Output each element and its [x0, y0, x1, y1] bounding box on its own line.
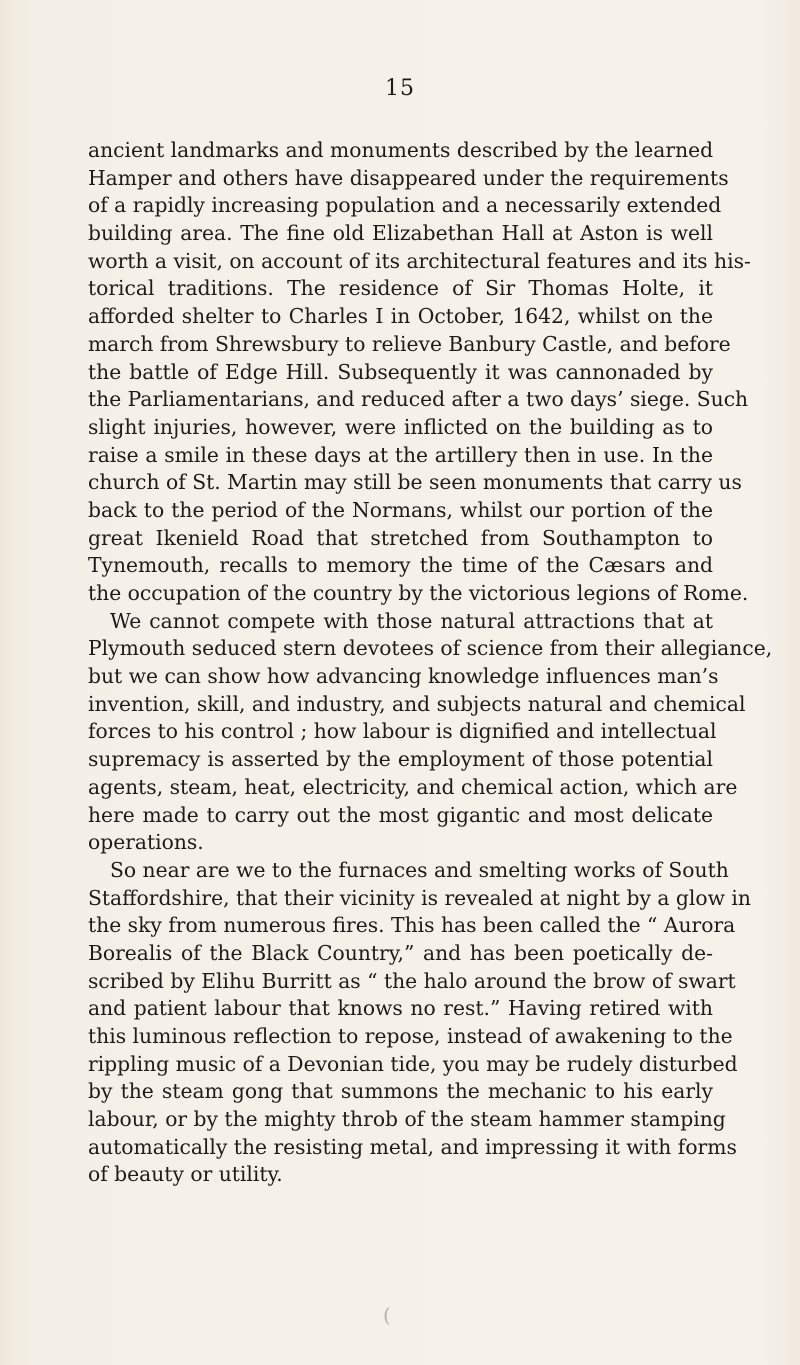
text-line: torical traditions. The residence of Sir Thomas Holte, it	[88, 276, 713, 301]
body-text	[88, 137, 773, 1189]
page-number: 15	[385, 76, 415, 101]
text-line: slight injuries, however, were inflicted on the building as to	[88, 414, 713, 439]
text-line: the Parliamentarians, and reduced after a two days’ siege. Such	[88, 387, 749, 412]
text-line: ancient landmarks and monuments described by the learned	[88, 138, 714, 162]
text-line: worth a visit, on account of its architectural features and its his-	[88, 248, 751, 273]
text-line: great Ikenield Road that stretched from Southampton to	[88, 525, 713, 550]
text-line: raise a smile in these days at the artillery then in use. In the	[88, 442, 713, 467]
text-line: this luminous reflection to repose, instead of awakening to the	[88, 1024, 733, 1048]
text-line: but we can show how advancing knowledge influences man’s	[88, 664, 719, 689]
text-line: church of St. Martin may still be seen monuments that carry us	[88, 470, 742, 495]
text-line: Staffordshire, that their vicinity is revealed at night by a glow in	[88, 885, 751, 910]
text-line: supremacy is asserted by the employment of those potential	[88, 747, 713, 772]
text-line: scribed by Elihu Burritt as “ the halo around the brow of swart	[88, 968, 736, 993]
text-line: Plymouth seduced stern devotees of science from their allegiance,	[88, 636, 773, 661]
text-line: We cannot compete with those natural attractions that at	[110, 608, 713, 633]
text-line: and patient labour that knows no rest.” Having retired with	[88, 996, 713, 1021]
text-line: rippling music of a Devonian tide, you may be rudely disturbed	[88, 1051, 738, 1076]
paragraph-1	[88, 137, 751, 608]
text-line: afforded shelter to Charles I in October, 1642, whilst on the	[88, 304, 713, 329]
text-line: labour, or by the mighty throb of the steam hammer stamping	[88, 1107, 726, 1132]
text-line: forces to his control ; how labour is dignified and intellectual	[88, 719, 717, 744]
text-line: Tynemouth, recalls to memory the time of the Cæsars and	[88, 553, 713, 578]
text-line: automatically the resisting metal, and impressing it with forms	[88, 1134, 737, 1159]
text-line: Hamper and others have disappeared under the requirements	[88, 165, 729, 190]
text-line: of a rapidly increasing population and a necessarily extended	[88, 193, 722, 218]
text-line: So near are we to the furnaces and smelting works of South	[110, 857, 729, 882]
text-line: back to the period of the Normans, whilst our portion of the	[88, 497, 713, 522]
stray-mark: (	[383, 1303, 391, 1327]
text-line: Borealis of the Black Country,” and has been poetically de-	[88, 940, 713, 965]
text-line: of beauty or utility.	[88, 1162, 283, 1187]
text-line: the occupation of the country by the victorious legions of Rome.	[88, 581, 749, 605]
text-line: march from Shrewsbury to relieve Banbury Castle, and before	[88, 331, 731, 356]
text-line: invention, skill, and industry, and subjects natural and chemical	[88, 691, 746, 716]
text-line: agents, steam, heat, electricity, and chemical action, which are	[88, 774, 738, 799]
text-line: here made to carry out the most gigantic and most delicate	[88, 802, 713, 827]
text-line: by the steam gong that summons the mechanic to his early	[88, 1079, 713, 1104]
text-line: building area. The fine old Elizabethan Hall at Aston is well	[88, 221, 713, 246]
text-line: the sky from numerous fires. This has been called the “ Aurora	[88, 913, 736, 938]
paragraph-2	[88, 608, 773, 857]
text-line: the battle of Edge Hill. Subsequently it was cannonaded by	[88, 359, 713, 384]
paragraph-3	[88, 857, 751, 1189]
text-line: operations.	[88, 830, 204, 855]
